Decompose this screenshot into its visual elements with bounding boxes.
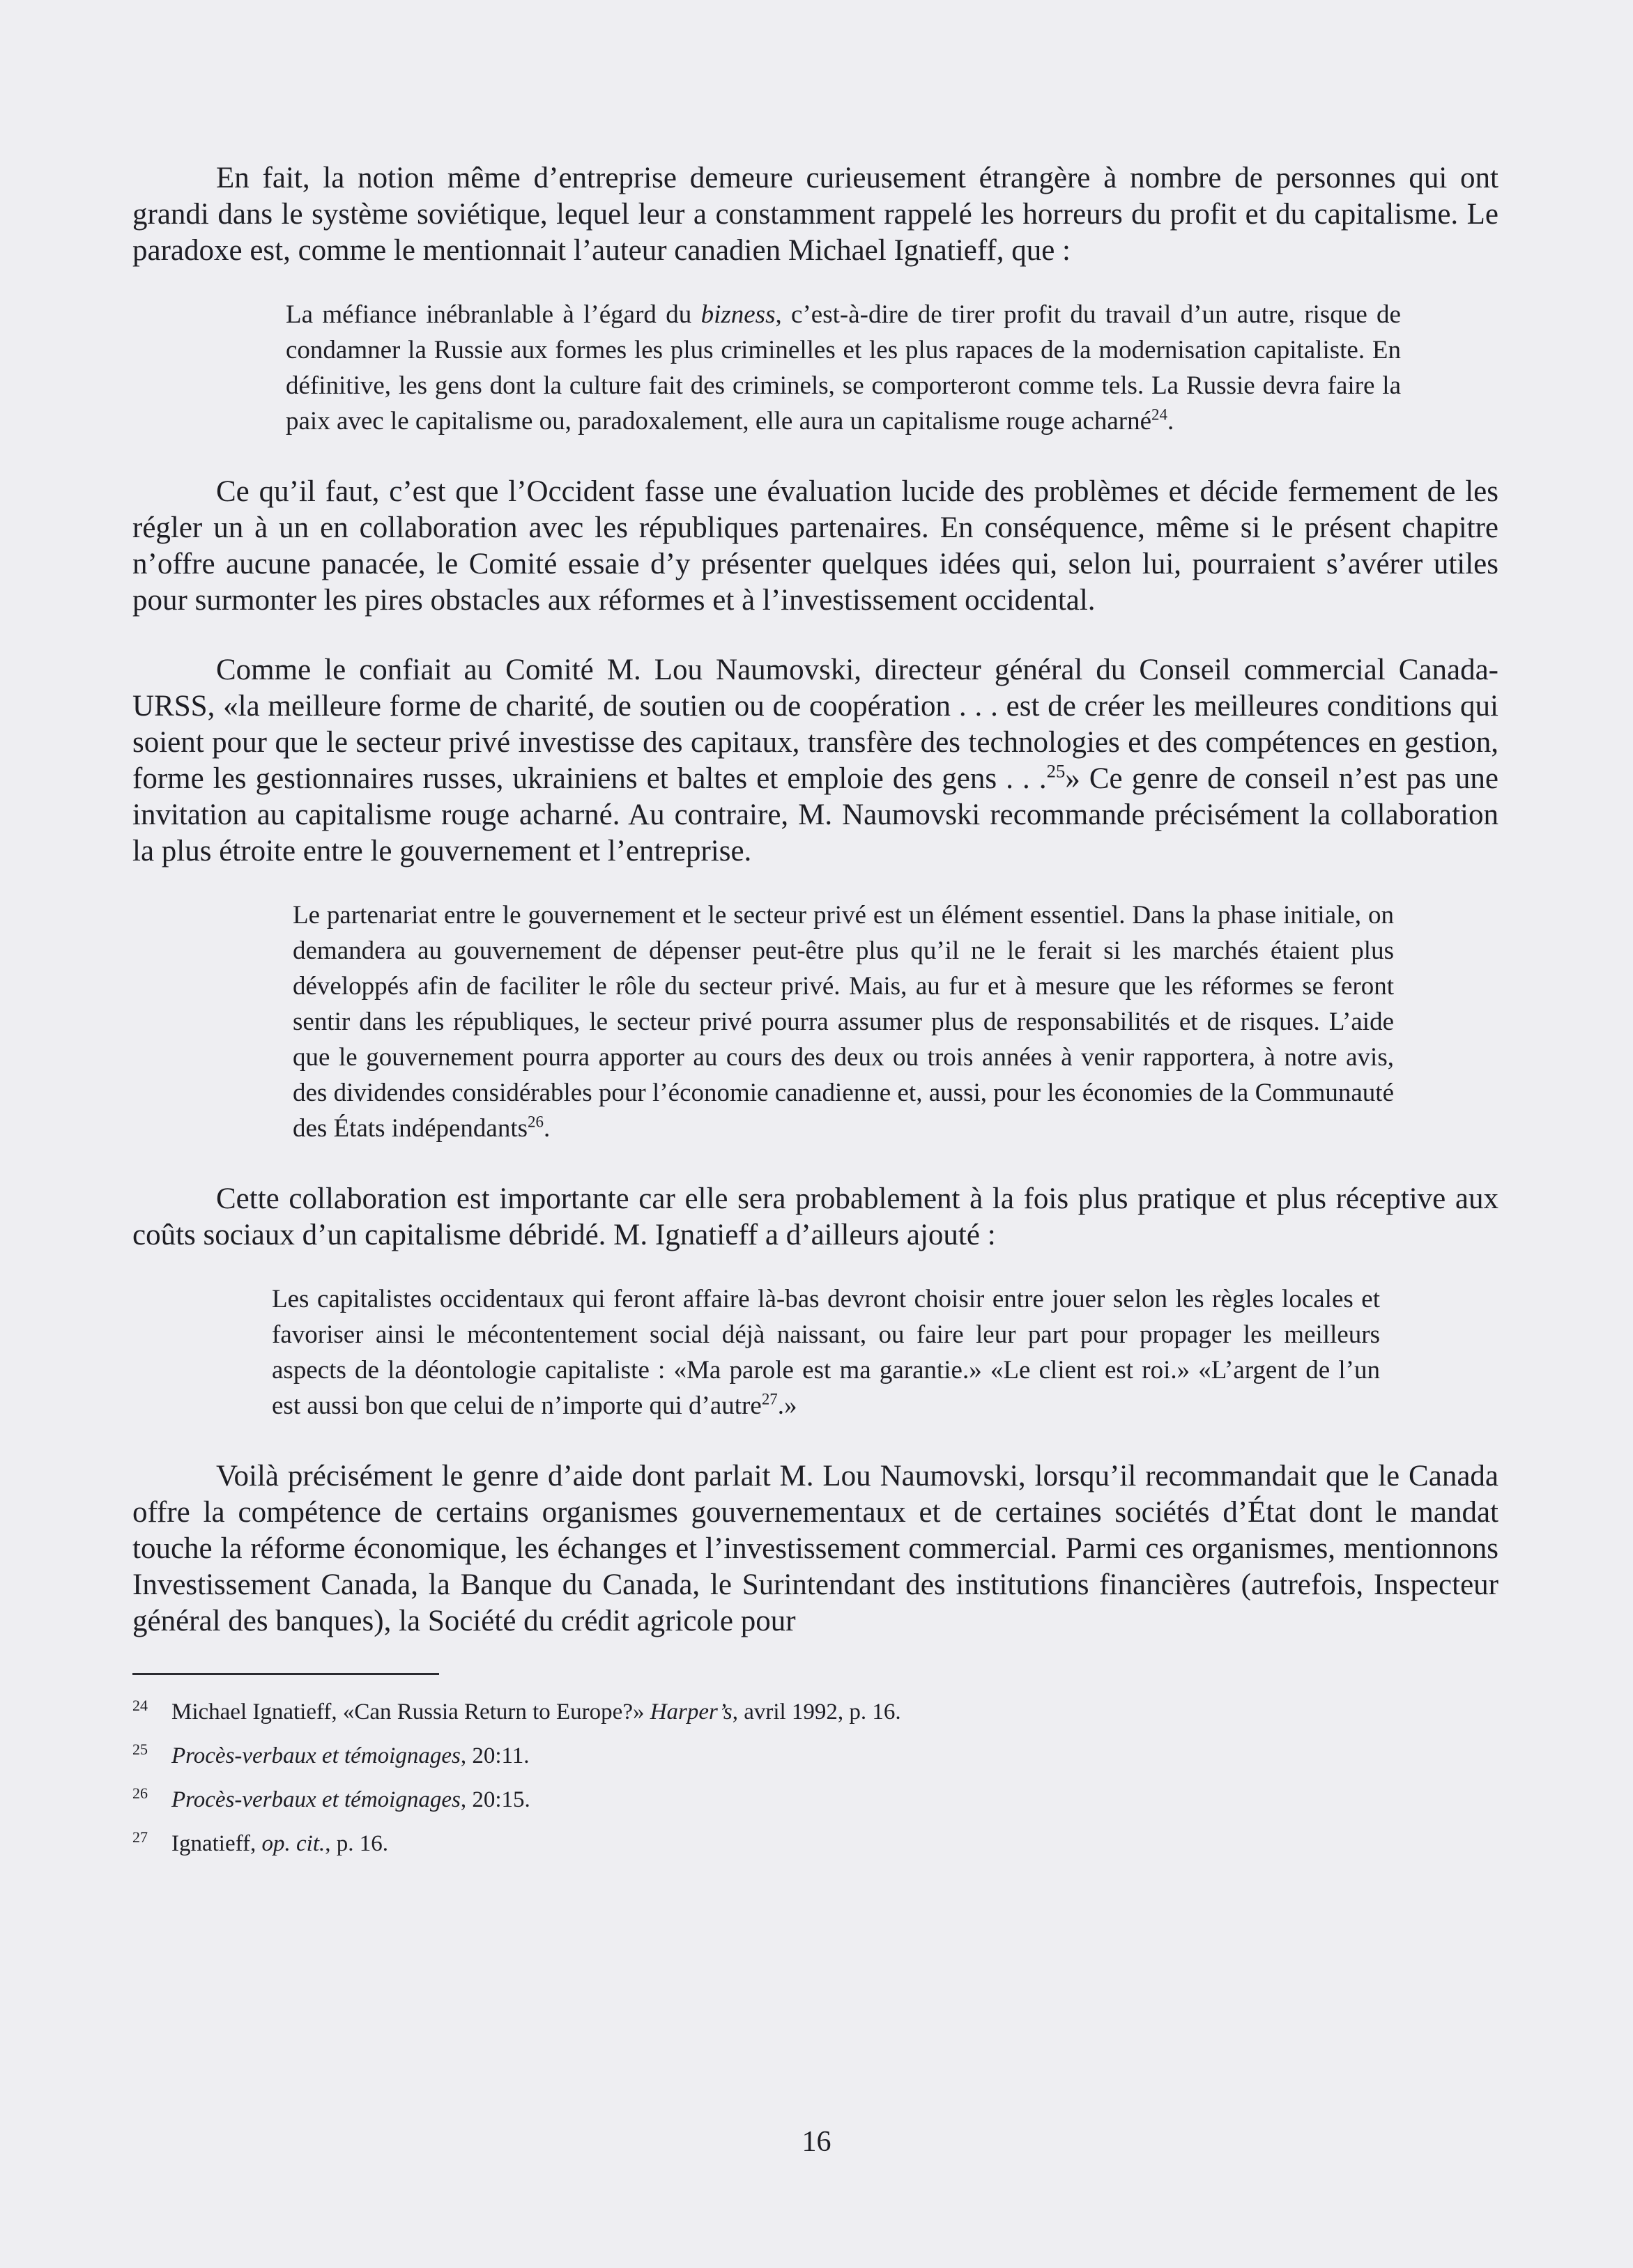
footnote-ref-26: 26 [528, 1113, 544, 1131]
paragraph-3-text-start: Comme le confiait au Comité M. Lou Naumovski, directeur général du Conseil commercial Canada-URSS, «la meilleure forme de charité, de soutien ou de coopération . . . est de créer les meilleures conditions qui soient pour que le secteur privé investisse des capitaux, transfère des technologies et des compétences en gestion, forme les gestionnaires russes, ukrainiens et baltes et emploie des gens . . . [132, 654, 1498, 795]
quote-2-text: Le partenariat entre le gouvernement et le secteur privé est un élément essentiel. Dans la phase initiale, on demandera au gouvernement de dépenser peut-être plus qu’il ne le ferait si les marchés étaient plus développés afin de faciliter le rôle du secteur privé. Mais, au fur et à mesure que les réformes se feront sentir dans les républiques, le secteur privé pourra assumer plus de responsabilités et de risques. L’aide que le gouvernement pourra apporter au cours des deux ou trois années à venir rapportera, à notre avis, des dividendes considérables pour l’économie canadienne et, aussi, pour les économies de la Communauté des États indépendants [293, 901, 1394, 1143]
quote-1-text-start: La méfiance inébranlable à l’égard du [286, 300, 701, 329]
footnote-ref-27: 27 [761, 1390, 778, 1408]
footnote-number: 24 [132, 1697, 148, 1714]
block-quote-2 [293, 897, 1394, 1146]
paragraph-2: Ce qu’il faut, c’est que l’Occident fasse une évaluation lucide des problèmes et décide fermement de les régler un à un en collaboration avec les républiques partenaires. En conséquence, même si le présent chapitre n’offre aucune panacée, le Comité essaie d’y présenter quelques idées qui, selon lui, pourraient s’avérer utiles pour surmonter les pires obstacles aux réformes et à l’investissement occidental. [132, 475, 1498, 617]
footnote-26 [132, 1784, 1498, 1818]
footnote-italic: Procès-verbaux et témoignages [171, 1743, 461, 1768]
footnote-text [171, 1696, 901, 1728]
footnote-plain: , 20:15. [460, 1787, 530, 1812]
footnotes [132, 1696, 1498, 1862]
footnote-plain: Ignatieff, [171, 1831, 262, 1856]
footnote-plain: , avril 1992, p. 16. [732, 1699, 901, 1725]
footnote-italic: op. cit. [261, 1831, 325, 1856]
paragraph-3 [132, 652, 1498, 870]
paragraph-1: En fait, la notion même d’entreprise demeure curieusement étrangère à nombre de personnes qui ont grandi dans le système soviétique, lequel leur a constamment rappelé les horreurs du profit et du capitalisme. Le paradoxe est, comme le mentionnait l’auteur canadien Michael Ignatieff, que : [132, 162, 1498, 267]
page-number: 16 [802, 2126, 831, 2158]
footnote-27 [132, 1828, 1498, 1862]
footnote-25 [132, 1740, 1498, 1774]
quote-1-text-rest: , c’est-à-dire de tirer profit du travail d’un autre, risque de condamner la Russie aux formes les plus criminelles et les plus rapaces de la modernisation capitaliste. En définitive, les gens dont la culture fait des criminels, se comporteront comme tels. La Russie devra faire la paix avec le capitalisme ou, paradoxalement, elle aura un capitalisme rouge acharné [286, 300, 1401, 435]
block-quote-3 [272, 1281, 1380, 1424]
footnote-divider [132, 1673, 439, 1675]
footnote-number: 27 [132, 1828, 148, 1846]
footnote-text [171, 1740, 530, 1772]
footnote-number: 25 [132, 1741, 148, 1758]
paragraph-4: Cette collaboration est importante car elle sera probablement à la fois plus pratique et plus réceptive aux coûts sociaux d’un capitalisme débridé. M. Ignatieff a d’ailleurs ajouté : [132, 1182, 1498, 1251]
quote-3-text: Les capitalistes occidentaux qui feront affaire là-bas devront choisir entre jouer selon les règles locales et favoriser ainsi le mécontentement social déjà naissant, ou faire leur part pour propager les meilleurs aspects de la déontologie capitaliste : «Ma parole est ma garantie.» «Le client est roi.» «L’argent de l’un est aussi bon que celui de n’importe qui d’autre [272, 1285, 1380, 1420]
footnote-number: 26 [132, 1784, 148, 1802]
quote-1-italic-term: bizness [700, 300, 776, 329]
paragraph-5: Voilà précisément le genre d’aide dont parlait M. Lou Naumovski, lorsqu’il recommandait que le Canada offre la compétence de certains organismes gouvernementaux et de certaines sociétés d’État dont le mandat touche la réforme économique, les échanges et l’investissement commercial. Parmi ces organismes, mentionnons Investissement Canada, la Banque du Canada, le Surintendant des institutions financières (autrefois, Inspecteur général des banques), la Société du crédit agricole pour [132, 1460, 1498, 1637]
footnote-italic: Harper’s [650, 1699, 733, 1725]
quote-3-end: .» [777, 1391, 797, 1420]
body-text [132, 160, 1498, 1862]
footnote-plain: , 20:11. [460, 1743, 530, 1768]
footnote-ref-25: 25 [1046, 760, 1066, 782]
footnote-24 [132, 1696, 1498, 1730]
quote-2-end: . [543, 1114, 551, 1143]
paragraph-3-text-rest: » Ce genre de conseil n’est pas une invitation au capitalisme rouge acharné. Au contraire, M. Naumovski recommande précisément la collaboration la plus étroite entre le gouvernement et l’entreprise. [132, 762, 1498, 867]
footnote-italic: Procès-verbaux et témoignages [171, 1787, 461, 1812]
quote-1-end: . [1167, 407, 1174, 435]
block-quote-1 [286, 297, 1401, 439]
footnote-text [171, 1828, 388, 1860]
footnote-plain: , p. 16. [325, 1831, 388, 1856]
footnote-ref-24: 24 [1151, 406, 1167, 424]
footnote-text [171, 1784, 530, 1816]
footnote-plain: Michael Ignatieff, «Can Russia Return to Europe?» [171, 1699, 650, 1725]
